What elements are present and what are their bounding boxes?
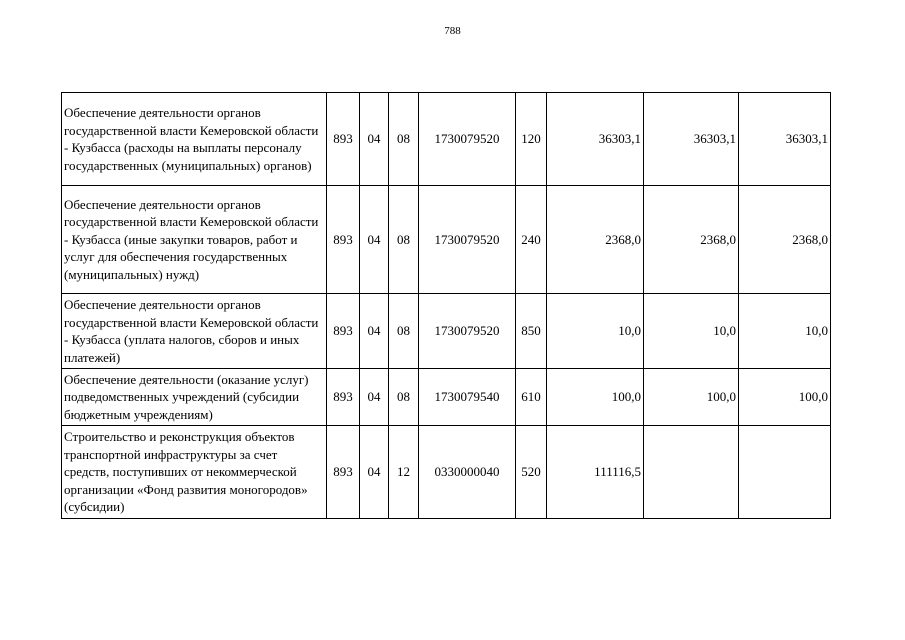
target-article-code: 1730079520 (419, 93, 516, 186)
expense-type-code: 520 (516, 426, 547, 519)
ministry-code: 893 (327, 93, 360, 186)
subsection-code: 08 (389, 369, 419, 426)
target-article-code: 0330000040 (419, 426, 516, 519)
amount-year-3 (739, 426, 831, 519)
table-row (62, 294, 831, 369)
ministry-code: 893 (327, 294, 360, 369)
ministry-code: 893 (327, 369, 360, 426)
expense-name: Обеспечение деятельности (оказание услуг) подведомственных учреждений (субсидии бюджетным учреждениям) (62, 369, 327, 426)
expense-type-code: 240 (516, 186, 547, 294)
subsection-code: 08 (389, 186, 419, 294)
amount-year-2 (644, 426, 739, 519)
table-row (62, 426, 831, 519)
amount-year-2: 36303,1 (644, 93, 739, 186)
expense-type-code: 610 (516, 369, 547, 426)
expense-type-code: 850 (516, 294, 547, 369)
expense-name: Обеспечение деятельности органов государственной власти Кемеровской области - Кузбасса (уплата налогов, сборов и иных платежей) (62, 294, 327, 369)
table-row (62, 186, 831, 294)
expense-name: Строительство и реконструкция объектов транспортной инфраструктуры за счет средств, поступивших от некоммерческой организации «Фонд развития моногородов» (субсидии) (62, 426, 327, 519)
table-row (62, 369, 831, 426)
amount-year-3: 36303,1 (739, 93, 831, 186)
section-code: 04 (360, 294, 389, 369)
section-code: 04 (360, 426, 389, 519)
amount-year-2: 10,0 (644, 294, 739, 369)
amount-year-2: 100,0 (644, 369, 739, 426)
table-row (62, 93, 831, 186)
subsection-code: 08 (389, 93, 419, 186)
amount-year-1: 100,0 (547, 369, 644, 426)
subsection-code: 08 (389, 294, 419, 369)
expense-name: Обеспечение деятельности органов государственной власти Кемеровской области - Кузбасса (расходы на выплаты персоналу государственных (муниципальных) органов) (62, 93, 327, 186)
section-code: 04 (360, 369, 389, 426)
amount-year-2: 2368,0 (644, 186, 739, 294)
amount-year-1: 111116,5 (547, 426, 644, 519)
amount-year-1: 36303,1 (547, 93, 644, 186)
section-code: 04 (360, 186, 389, 294)
expense-name: Обеспечение деятельности органов государственной власти Кемеровской области - Кузбасса (иные закупки товаров, работ и услуг для обеспечения государственных (муниципальных) нужд) (62, 186, 327, 294)
ministry-code: 893 (327, 186, 360, 294)
budget-table (61, 92, 831, 519)
section-code: 04 (360, 93, 389, 186)
expense-type-code: 120 (516, 93, 547, 186)
ministry-code: 893 (327, 426, 360, 519)
target-article-code: 1730079520 (419, 186, 516, 294)
amount-year-3: 2368,0 (739, 186, 831, 294)
subsection-code: 12 (389, 426, 419, 519)
target-article-code: 1730079540 (419, 369, 516, 426)
page-number: 788 (444, 25, 461, 37)
target-article-code: 1730079520 (419, 294, 516, 369)
amount-year-3: 100,0 (739, 369, 831, 426)
amount-year-3: 10,0 (739, 294, 831, 369)
amount-year-1: 10,0 (547, 294, 644, 369)
amount-year-1: 2368,0 (547, 186, 644, 294)
